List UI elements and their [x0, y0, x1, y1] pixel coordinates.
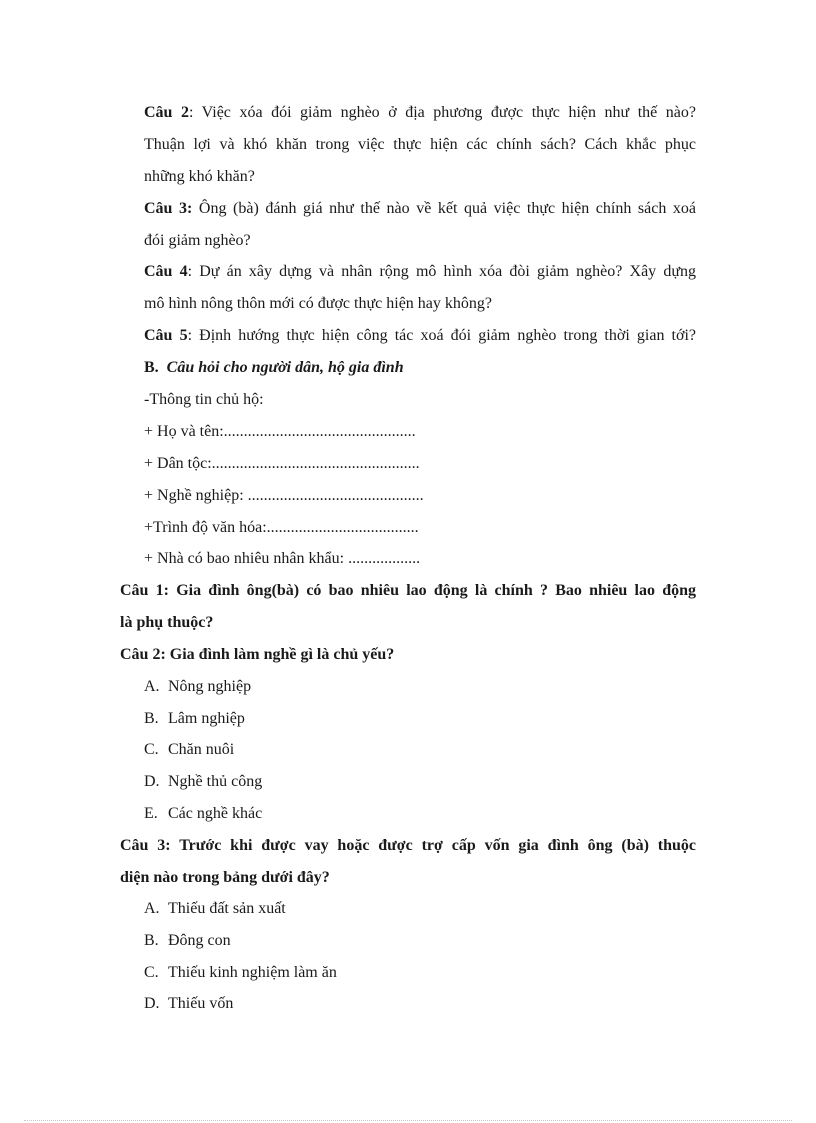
b-q3-option-a: A. Thiếu đất sản xuất: [144, 900, 286, 917]
a-q3-line-1: Câu 3: Ông (bà) đánh giá như thế nào về kết quả việc thực hiện chính sách xoá: [144, 200, 697, 217]
b-q2-option-a: A. Nông nghiệp: [144, 678, 252, 695]
b-q2-option-d: D. Nghề thủ công: [144, 773, 263, 790]
a-q4-label: Câu 4: [144, 263, 188, 280]
household-info-title: -Thông tin chủ hộ:: [144, 391, 264, 408]
a-q3-label: Câu 3:: [144, 200, 193, 217]
a-q2-line-2: Thuận lợi và khó khăn trong việc thực hiện các chính sách? Cách khắc phục: [144, 136, 696, 153]
a-q4-line-2: mô hình nông thôn mới có được thực hiện hay không?: [144, 295, 492, 312]
a-q2-label: Câu 2: [144, 104, 189, 121]
b-q3-option-b: B. Đông con: [144, 932, 231, 949]
b-q2-option-c: C. Chăn nuôi: [144, 741, 235, 758]
a-q3-line-2: đói giảm nghèo?: [144, 232, 251, 249]
b-q3-line-2: diện nào trong bảng dưới đây?: [120, 869, 330, 886]
a-q2-line-3: những khó khăn?: [144, 168, 255, 185]
field-ho-ten: + Họ và tên:................................................: [144, 423, 416, 440]
section-b-heading: B. Câu hỏi cho người dân, hộ gia đình: [144, 359, 404, 376]
a-q4-line-1: Câu 4: Dự án xây dựng và nhân rộng mô hình xóa đòi giảm nghèo? Xây dựng: [144, 263, 696, 280]
b-q3-option-c: C. Thiếu kinh nghiệm làm ăn: [144, 964, 337, 981]
field-trinh-do: +Trình độ văn hóa:......................................: [144, 519, 419, 536]
b-q1-line-2: là phụ thuộc?: [120, 614, 214, 631]
b-q1-line-1: Câu 1: Gia đình ông(bà) có bao nhiêu lao động là chính ? Bao nhiêu lao động: [120, 582, 696, 599]
field-nghe-nghiep: + Nghề nghiệp: ............................................: [144, 487, 424, 504]
page-bottom-divider: [24, 1120, 792, 1121]
field-dan-toc: + Dân tộc:....................................................: [144, 455, 420, 472]
a-q5-line-1: Câu 5: Định hướng thực hiện công tác xoá đói giảm nghèo trong thời gian tới?: [144, 327, 697, 344]
b-q2-line-1: Câu 2: Gia đình làm nghề gì là chủ yếu?: [120, 646, 395, 663]
a-q2-line-1: Câu 2: Việc xóa đói giảm nghèo ở địa phương được thực hiện như thế nào?: [144, 104, 696, 121]
b-q2-option-e: E. Các nghề khác: [144, 805, 263, 822]
b-q3-option-d: D. Thiếu vốn: [144, 995, 234, 1012]
a-q5-label: Câu 5: [144, 327, 188, 344]
b-q2-option-b: B. Lâm nghiệp: [144, 710, 245, 727]
field-nhan-khau: + Nhà có bao nhiêu nhân khẩu: ..................: [144, 550, 421, 567]
b-q3-line-1: Câu 3: Trước khi được vay hoặc được trợ cấp vốn gia đình ông (bà) thuộc: [120, 837, 696, 854]
